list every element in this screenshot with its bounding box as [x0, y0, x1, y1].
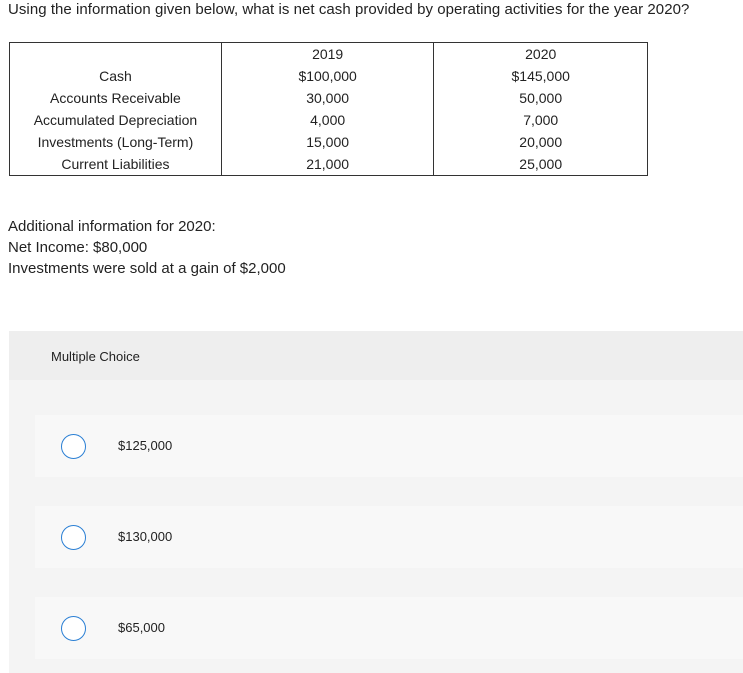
multiple-choice-label: Multiple Choice — [51, 349, 140, 364]
row-label-cash: Cash — [99, 68, 132, 84]
multiple-choice-panel — [9, 331, 743, 673]
additional-heading: Additional information for 2020: — [8, 218, 216, 235]
choice-option-1[interactable] — [35, 415, 743, 477]
question-text: Using the information given below, what is net cash provided by operating activities for the year 2020? — [8, 1, 690, 18]
value-2019-ar: 30,000 — [306, 90, 350, 106]
value-2019-cash: $100,000 — [298, 68, 357, 84]
value-2020-ar: 50,000 — [519, 90, 563, 106]
value-2019-current-liab: 21,000 — [306, 156, 350, 172]
radio-circle-icon[interactable] — [61, 616, 86, 641]
header-2020: 2020 — [525, 46, 557, 62]
row-label-current-liabilities: Current Liabilities — [61, 156, 170, 172]
value-2020-current-liab: 25,000 — [519, 156, 563, 172]
radio-circle-icon[interactable] — [61, 525, 86, 550]
row-label-accumulated-depreciation: Accumulated Depreciation — [33, 112, 198, 128]
value-2019-investments: 15,000 — [306, 134, 350, 150]
choice-option-2[interactable] — [35, 506, 743, 568]
investments-note: Investments were sold at a gain of $2,000 — [8, 260, 286, 277]
value-2020-accum-dep: 7,000 — [523, 112, 559, 128]
column-2020-cell — [434, 43, 648, 176]
value-2020-cash: $145,000 — [511, 68, 570, 84]
header-2019: 2019 — [312, 46, 344, 62]
label-column-cell — [10, 43, 222, 176]
column-2019-cell — [221, 43, 434, 176]
choice-option-label: $125,000 — [118, 438, 173, 453]
choice-option-label: $65,000 — [118, 620, 165, 635]
choice-option-label: $130,000 — [118, 529, 173, 544]
row-label-accounts-receivable: Accounts Receivable — [50, 90, 181, 106]
net-income-line: Net Income: $80,000 — [8, 239, 148, 256]
value-2019-accum-dep: 4,000 — [310, 112, 346, 128]
radio-circle-icon[interactable] — [61, 434, 86, 459]
additional-info — [8, 216, 286, 279]
multiple-choice-header — [9, 331, 743, 380]
financial-data-table — [9, 42, 648, 176]
value-2020-investments: 20,000 — [519, 134, 563, 150]
row-label-investments: Investments (Long-Term) — [37, 134, 194, 150]
choice-option-3[interactable] — [35, 597, 743, 659]
